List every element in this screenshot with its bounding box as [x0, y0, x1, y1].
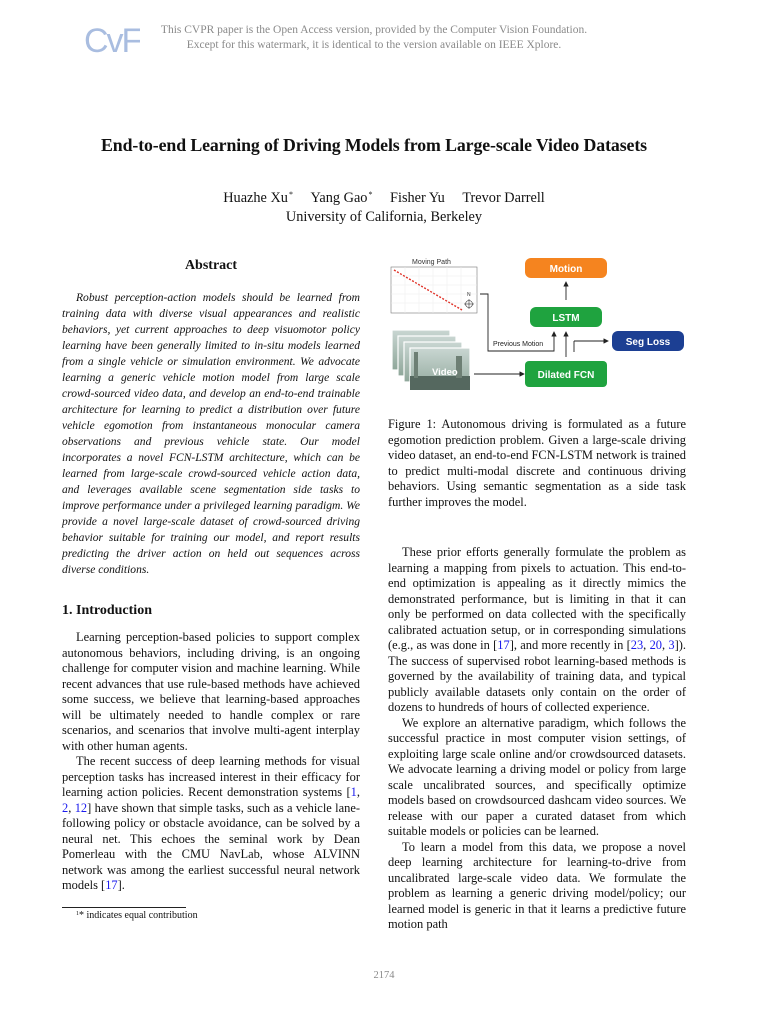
author [462, 190, 544, 206]
page-number: 2174 [373, 970, 395, 981]
body-paragraph: To learn a model from this data, we propose a novel deep learning architecture for learning-to-drive from uncalibrated large-scale video data. We formulate the problem as learning a generic driving model/policy; our learned model is generic in that it learns a predictive future motion path [388, 839, 686, 931]
paragraph-text: . [121, 878, 125, 892]
author-mark: * [368, 190, 373, 199]
paragraph-text: ). The success of supervised robot learning-based methods is governed by the availability of training data, and typical publicly available datasets only contain on the order of dozens to hundreds of hours of collected experience. [388, 638, 687, 714]
author-name: Yang Gao [310, 190, 368, 206]
moving-path-map [391, 267, 477, 313]
video-label: Video [432, 367, 458, 378]
footnote-rule [62, 907, 186, 908]
footnote-mark: 1 [76, 911, 79, 917]
citation-link[interactable]: 12 [74, 800, 88, 815]
video-frames-stack [392, 330, 470, 390]
seg-loss-label: Seg Loss [625, 337, 671, 348]
citation-link[interactable]: 17 [105, 878, 118, 892]
author [311, 190, 373, 206]
citation-link[interactable]: 2 [62, 800, 69, 815]
paragraph-text: , and more recently in [513, 638, 627, 652]
footnote [76, 910, 198, 921]
abstract-text: Robust perception-action models should be learned from training data with diverse visual appearances and realistic behaviors, yet current approaches to deep visuomotor policy learning have been generally limited to in-situ models learned from a single vehicle or simulation environment. We advocate learning a generic vehicle motion model from large scale crowd-sourced video data, and develop an end-to-end trainable architecture for learning to predict a distribution over future vehicle egomotion from instantaneous monocular camera observations and previous vehicle state. Our model incorporates a novel FCN-LSTM architecture, which can be learned from large-scale crowd-sourced vehicle action data, and leverages available scene segmentation side tasks to improve performance under a privileged learning paradigm. We provide a novel large-scale dataset of crowd-sourced driving behavior suitable for training our model, and report results predicting the driver action on held out sequences across diverse conditions. [62, 292, 360, 576]
introduction-body [62, 630, 360, 894]
author-mark: * [288, 190, 293, 199]
footnote-text: * indicates equal contribution [79, 910, 198, 921]
citation-link[interactable]: 17 [497, 638, 510, 652]
introduction-paragraph-2: The recent success of deep learning methods for visual perception tasks has increased interest in their efficacy for learning action policies. Recent demonstration systems [1, 2, 12] have shown that simple tasks, such as a vehicle lane-following policy or obstacle avoidance, can be solved by a neural net. This echoes the seminal work by Dean Pomerleau with the CMU NavLab, whose ALVINN network was among the earliest successful neural network models [17]. [62, 754, 361, 892]
dilated-fcn-label: Dilated FCN [537, 370, 595, 381]
author [390, 190, 445, 206]
body-paragraph: These prior efforts generally formulate the problem as learning a mapping from pixels to actuation. This end-to-end optimization is appealing as it directly mimics the demonstrated performance, but is limiting in that it can only be performed on data collected with the specifically calibrated actuation setup, or in corresponding simulations (e.g., as was done in [17], and more recently in [23, 20, 3]). The success of supervised robot learning-based methods is governed by the availability of training data, and typical publicly available datasets only contain on the order of dozens to hundreds of hours of collected experience. [388, 545, 687, 714]
paragraph-text: The recent success of deep learning methods for visual perception tasks has increased interest in their efficacy for learning action policies. Recent demonstration systems [62, 754, 360, 799]
author-name: Fisher Yu [390, 190, 445, 206]
moving-path-label: Moving Path [412, 259, 451, 266]
figure-1-caption: Figure 1: Autonomous driving is formulated as a future egomotion prediction problem. Given a large-scale driving video dataset, an end-to-end FCN-LSTM network is trained to predict multi-modal discrete and continuous driving behaviors. Using semantic segmentation as a side task further improves the model. [388, 417, 686, 509]
introduction-heading: 1. Introduction [62, 603, 152, 618]
citation-link[interactable]: 20 [649, 638, 662, 652]
figure-1-diagram [388, 254, 688, 404]
paragraph-text: have shown that simple tasks, such as a vehicle lane-following policy or obstacle avoidance, can be solved by a neural net. This echoes the seminal work by Dean Pomerleau with the CMU NavLab, whose ALVINN network was among the earliest successful neural network models [62, 800, 361, 892]
watermark-notice [148, 23, 600, 52]
watermark-line-1: This CVPR paper is the Open Access version, provided by the Computer Vision Foundation. [160, 24, 588, 36]
right-column-body [388, 545, 686, 933]
motion-label: Motion [549, 264, 583, 275]
cvf-logo [84, 20, 140, 60]
author-name: Trevor Darrell [462, 190, 545, 206]
north-label: N [467, 292, 471, 298]
paper-title: End-to-end Learning of Driving Models from Large-scale Video Datasets [101, 135, 647, 155]
cvf-logo-text: CvF [84, 22, 140, 60]
citation-link[interactable]: 23 [630, 638, 644, 652]
author [223, 190, 293, 206]
citation-link[interactable]: 3 [668, 638, 675, 652]
introduction-paragraph-1: Learning perception-based policies to support complex autonomous behaviors, including driving, is an ongoing challenge for computer vision and machine learning. While recent advances that use rule-based methods have achieved some success, we believe that learning-based approaches will be ultimately needed to handle complex or rare scenarios, and scenarios that involve multi-agent interplay with other human agents. [62, 630, 360, 753]
lstm-label: LSTM [552, 313, 580, 324]
previous-motion-label: Previous Motion [493, 341, 544, 348]
author-list [20, 185, 748, 208]
abstract-heading: Abstract [184, 258, 238, 273]
author-name: Huazhe Xu [223, 190, 288, 206]
body-paragraph: We explore an alternative paradigm, which follows the successful practice in most computer vision settings, of exploiting large scale online and/or crowdsourced datasets. We advocate learning a driving model or policy from large scale uncalibrated sources, and specifically optimize models based on crowdsourced dashcam video sources. We release with our paper a curated dataset from which suitable models or policies can be learned. [388, 715, 686, 838]
watermark-line-2: Except for this watermark, it is identical to the version available on IEEE Xplore. [186, 38, 562, 51]
paragraph-text: These prior efforts generally formulate the problem as learning a mapping from pixels to actuation. This end-to-end optimization is appealing as it directly mimics the demonstrated performance, but is limiting in that it can only be performed on data collected with the specifically calibrated actuation setup, or in corresponding simulations (e.g., as was done in [388, 545, 686, 652]
affiliation: University of California, Berkeley [285, 209, 483, 225]
author-block [20, 185, 748, 227]
citation-link[interactable]: 1 [350, 785, 357, 799]
